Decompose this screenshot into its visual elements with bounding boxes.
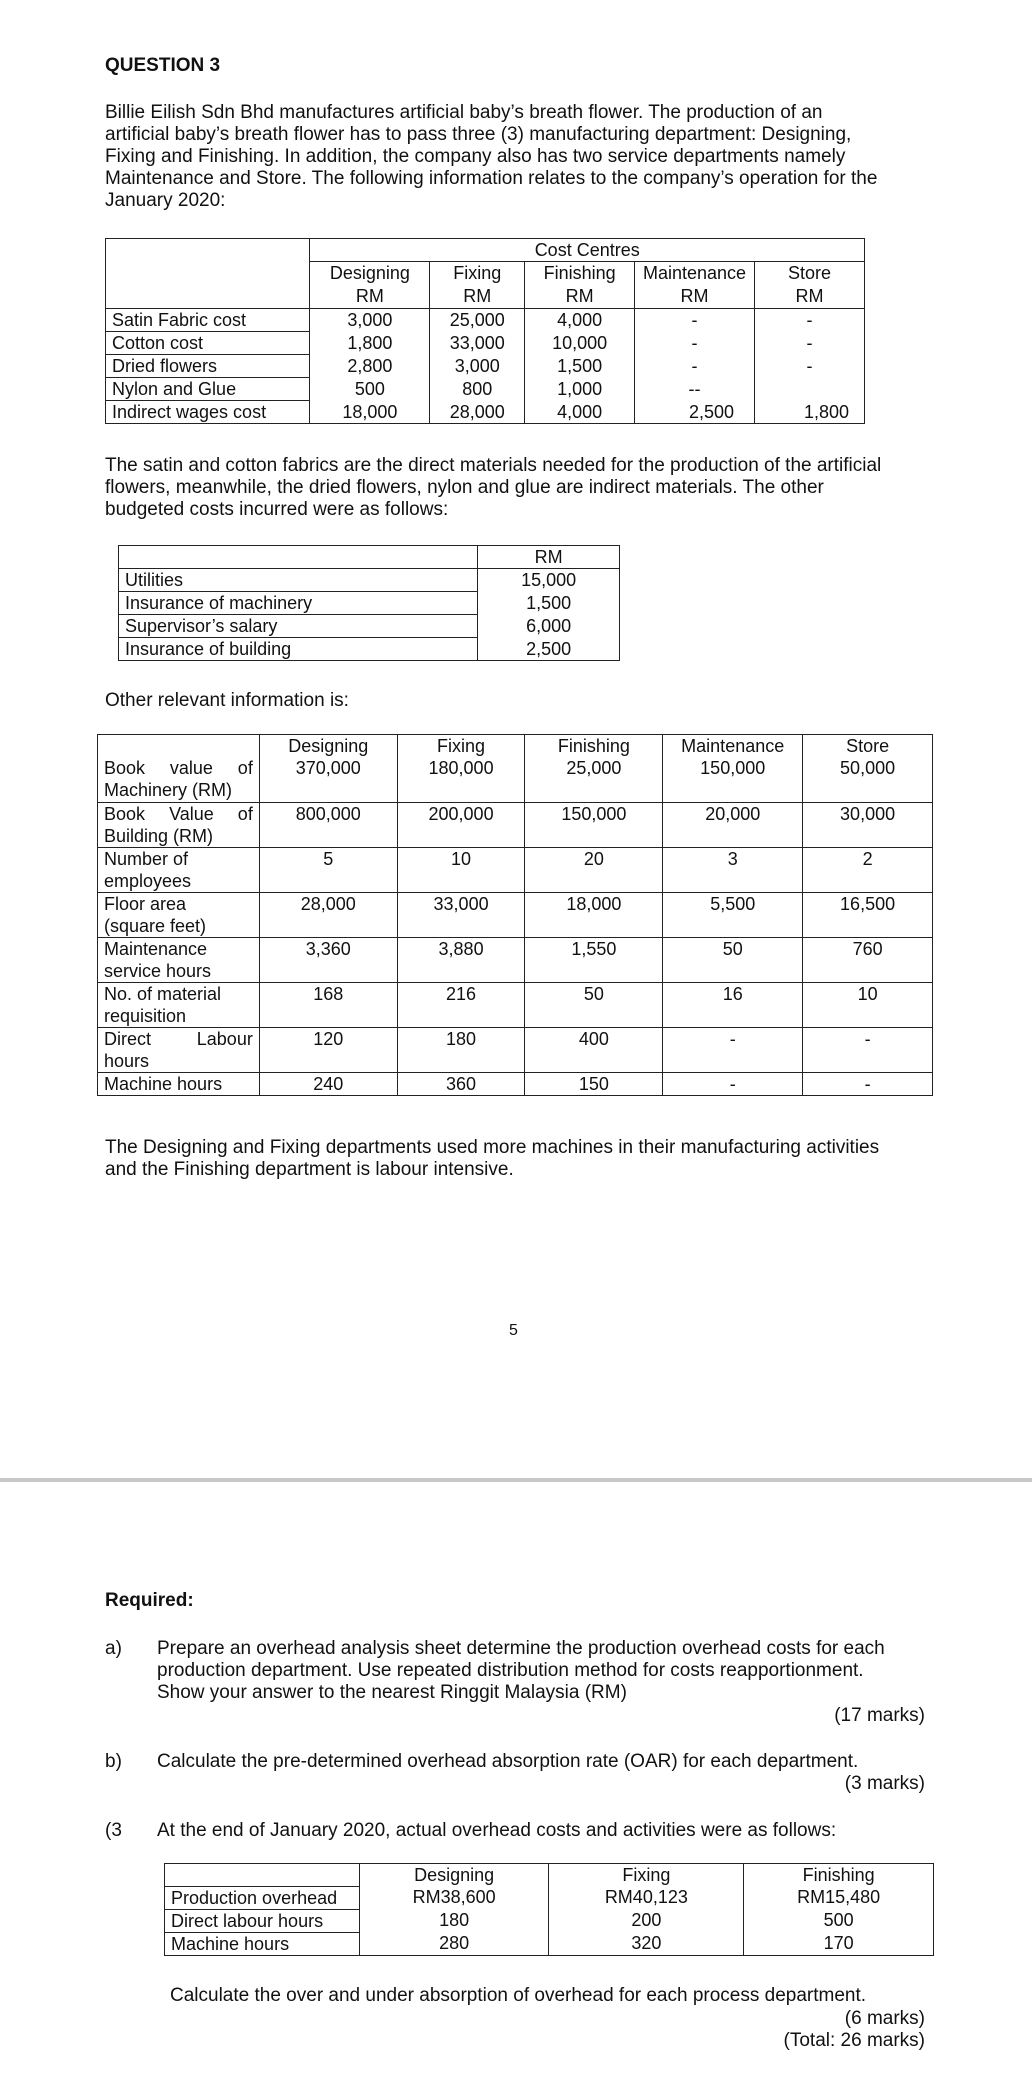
table-row: Insurance of building 2,500 [119, 638, 620, 661]
table-row: Production overhead RM38,600 RM40,123 RM15,480 [165, 1886, 934, 1909]
info-col-store: Store [803, 735, 933, 758]
table-row: Dried flowers 2,800 3,000 1,500 - - [106, 355, 865, 378]
table-row: Book Value of Building (RM) 800,000 200,000 150,000 20,000 30,000 [98, 802, 933, 847]
table-row: Machine hours 240 360 150 - - [98, 1072, 933, 1095]
table-row: Nylon and Glue 500 800 1,000 -- [106, 378, 865, 401]
para-line: The satin and cotton fabrics are the direct materials needed for the production of the artificial [105, 455, 882, 476]
table-row: Insurance of machinery 1,500 [119, 592, 620, 615]
intro-line: January 2020: [105, 190, 226, 211]
col-fixing: Fixing RM [430, 262, 525, 309]
table-row: Maintenance service hours 3,360 3,880 1,550 50 760 [98, 937, 933, 982]
intro-paragraph [105, 102, 925, 212]
actual-col-finishing: Finishing [744, 1864, 934, 1887]
col-finishing: Finishing RM [525, 262, 635, 309]
table-row: Number of employees 5 10 20 3 2 [98, 847, 933, 892]
actual-col-designing: Designing [359, 1864, 549, 1887]
col-maintenance: Maintenance RM [635, 262, 755, 309]
part-b-text: Calculate the pre-determined overhead absorption rate (OAR) for each department. [157, 1751, 859, 1772]
table-row: Book value of Machinery (RM) 370,000 180,000 25,000 150,000 50,000 [98, 757, 933, 802]
para-line: flowers, meanwhile, the dried flowers, nylon and glue are indirect materials. The other [105, 477, 824, 498]
intro-line: artificial baby’s breath flower has to pass three (3) manufacturing department: Designing, [105, 124, 852, 145]
intro-line: Billie Eilish Sdn Bhd manufactures artificial baby’s breath flower. The production of an [105, 102, 823, 123]
part-c-marks: (6 marks) [844, 2008, 925, 2029]
page-separator [0, 1478, 1032, 1482]
table-row: Utilities 15,000 [119, 569, 620, 592]
table-row: Supervisor’s salary 6,000 [119, 615, 620, 638]
intro-line: Maintenance and Store. The following information relates to the company’s operation for the [105, 168, 878, 189]
info-col-maintenance: Maintenance [663, 735, 803, 758]
other-info-label: Other relevant information is: [105, 690, 349, 711]
part-b-label: b) [105, 1751, 122, 1772]
table-row: Direct Labour hours 120 180 400 - - [98, 1027, 933, 1072]
intro-line: Fixing and Finishing. In addition, the company also has two service departments namely [105, 146, 846, 167]
table-row: Cotton cost 1,800 33,000 10,000 - - [106, 332, 865, 355]
para-line: and the Finishing department is labour intensive. [105, 1159, 514, 1180]
table-row: Satin Fabric cost 3,000 25,000 4,000 - - [106, 309, 865, 332]
machines-paragraph [105, 1137, 925, 1181]
total-marks: (Total: 26 marks) [783, 2030, 925, 2051]
para-line: The Designing and Fixing departments used more machines in their manufacturing activities [105, 1137, 880, 1158]
table-row: Indirect wages cost 18,000 28,000 4,000 2,500 1,800 [106, 401, 865, 424]
cost-centres-table [105, 238, 865, 424]
part-a-label: a) [105, 1638, 122, 1659]
col-designing: Designing RM [310, 262, 430, 309]
budget-unit-header: RM [478, 546, 620, 569]
table-row: Machine hours 280 320 170 [165, 1932, 934, 1955]
budgeted-costs-table [118, 545, 620, 661]
actual-col-fixing: Fixing [549, 1864, 744, 1887]
para-line: budgeted costs incurred were as follows: [105, 499, 449, 520]
cost-centres-header: Cost Centres [310, 239, 865, 262]
table-row: Direct labour hours 180 200 500 [165, 1909, 934, 1932]
cost-table-corner [106, 239, 310, 262]
actual-overhead-table [164, 1863, 934, 1956]
part-a-text: Prepare an overhead analysis sheet determine the production overhead costs for each production department. Use repeated distribution method for costs reapportionment. Show your answer to the nearest Ringgit Malaysia (RM) [157, 1638, 885, 1703]
table-row: Floor area (square feet) 28,000 33,000 18,000 5,500 16,500 [98, 892, 933, 937]
info-col-designing: Designing [259, 735, 397, 758]
materials-paragraph [105, 455, 925, 521]
other-info-table [97, 734, 933, 1096]
part-c-closing: Calculate the over and under absorption of overhead for each process department. [170, 1985, 867, 2006]
part-b-marks: (3 marks) [844, 1773, 925, 1794]
part-a-marks: (17 marks) [834, 1705, 925, 1726]
info-col-fixing: Fixing [397, 735, 525, 758]
part-c-text: At the end of January 2020, actual overhead costs and activities were as follows: [157, 1820, 837, 1841]
table-row: No. of material requisition 168 216 50 16 10 [98, 982, 933, 1027]
page-number: 5 [509, 1322, 518, 1339]
part-c-label: (3 [105, 1820, 122, 1841]
info-col-finishing: Finishing [525, 735, 663, 758]
question-heading: QUESTION 3 [105, 55, 221, 76]
required-label: Required: [105, 1590, 194, 1611]
col-store: Store RM [755, 262, 865, 309]
